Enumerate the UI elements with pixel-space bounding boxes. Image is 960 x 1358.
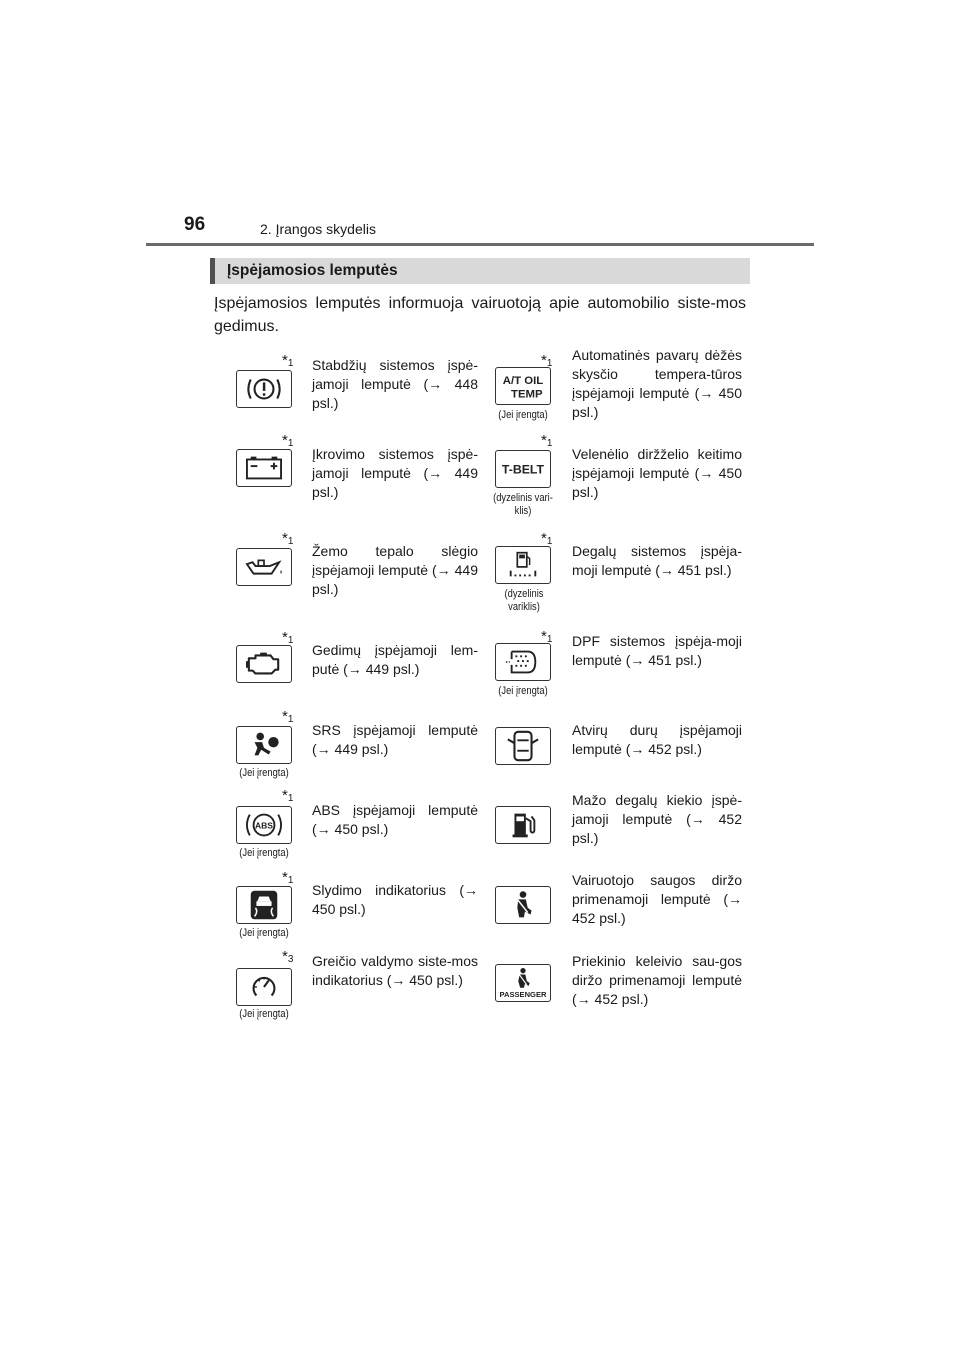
warning-description: Degalų sistemos įspėja-moji lemputė (→ 451 psl.) — [572, 543, 742, 578]
open-door-icon — [496, 728, 550, 764]
svg-text:ABS: ABS — [255, 820, 273, 831]
footnote-marker: $*_1$ — [282, 869, 294, 886]
warning-description: Žemo tepalo slėgio įspėjamoji lemputė (→ 449 psl.) — [312, 543, 478, 597]
icon-label: PASSENGER — [499, 990, 547, 1000]
warning-description: SRS įspėjamoji lemputė (→ 449 psl.) — [312, 722, 478, 757]
icon-box — [495, 806, 551, 844]
warning-description: Atvirų durų įspėjamoji lemputė (→ 452 psl.) — [572, 722, 742, 757]
brake-warning-icon — [237, 371, 291, 407]
icon-box — [495, 643, 551, 681]
header-rule — [146, 243, 814, 246]
srs-airbag-icon — [237, 727, 291, 763]
icon-box — [495, 886, 551, 924]
icon-box — [236, 645, 292, 683]
footnote-marker: $*_1$ — [541, 530, 553, 547]
availability-note: (Jei įrengta) — [239, 927, 289, 939]
battery-charging-icon — [237, 450, 291, 486]
icon-box — [495, 727, 551, 765]
icon-box — [495, 546, 551, 584]
abs-icon — [237, 807, 291, 843]
footnote-marker: $*_1$ — [282, 352, 294, 369]
icon-label: T-BELT — [501, 462, 545, 477]
icon-box — [236, 806, 292, 844]
warning-description: Automatinės pavarų dėžės skysčio tempera-tūros įspėjamoji lemputė (→ 450 psl.) — [572, 347, 742, 420]
dpf-icon — [496, 644, 550, 680]
section-heading-bar — [210, 258, 750, 284]
icon-box — [495, 964, 551, 1002]
availability-note: (dyzelinis variklis) — [504, 588, 544, 613]
oil-pressure-icon — [237, 549, 291, 585]
footnote-marker: $*_1$ — [541, 628, 553, 645]
icon-box — [236, 968, 292, 1006]
fuel-system-icon — [496, 547, 550, 583]
warning-description: ABS įspėjamoji lemputė (→ 450 psl.) — [312, 802, 478, 837]
footnote-marker: $*_3$ — [282, 948, 294, 965]
slip-indicator-icon — [237, 887, 291, 923]
icon-box — [495, 450, 551, 488]
warning-description: Priekinio keleivio sau-gos diržo primenamoji lemputė (→ 452 psl.) — [572, 953, 742, 1007]
availability-note: (Jei įrengta) — [239, 847, 289, 859]
footnote-marker: $*_1$ — [282, 708, 294, 725]
icon-label: A/T OIL — [502, 375, 544, 388]
passenger-seatbelt-icon — [496, 965, 550, 1001]
driver-seatbelt-icon — [496, 887, 550, 923]
page-number: 96 — [184, 214, 206, 235]
icon-box — [236, 886, 292, 924]
low-fuel-icon — [496, 807, 550, 843]
warning-description: Mažo degalų kiekio įspė-jamoji lemputė (→ 452 psl.) — [572, 792, 742, 846]
icon-label: TEMP — [511, 388, 543, 401]
warning-description: Gedimų įspėjamoji lem-putė (→ 449 psl.) — [312, 642, 478, 677]
availability-note: (Jei įrengta) — [498, 685, 548, 697]
footnote-marker: $*_1$ — [282, 530, 294, 547]
footnote-marker: $*_1$ — [541, 432, 553, 449]
warning-description: Slydimo indikatorius (→ 450 psl.) — [312, 882, 478, 917]
icon-box — [495, 367, 551, 405]
icon-box — [236, 726, 292, 764]
warning-description: Įkrovimo sistemos įspė-jamoji lemputė (→ 449 psl.) — [312, 446, 478, 500]
chapter-title: 2. Įrangos skydelis — [260, 221, 376, 237]
intro-paragraph: Įspėjamosios lemputės informuoja vairuotoją apie automobilio siste-mos gedimus. — [214, 295, 746, 335]
footnote-marker: $*_1$ — [282, 787, 294, 804]
at-oil-temp-icon — [496, 368, 550, 404]
warning-description: Greičio valdymo siste-mos indikatorius (→ 450 psl.) — [312, 953, 478, 988]
check-engine-icon — [237, 646, 291, 682]
t-belt-icon — [496, 451, 550, 487]
footnote-marker: $*_1$ — [282, 432, 294, 449]
footnote-marker: $*_1$ — [541, 352, 553, 369]
icon-box — [236, 548, 292, 586]
cruise-control-icon — [237, 969, 291, 1005]
availability-note: (Jei įrengta) — [239, 767, 289, 779]
warning-description: Velenėlio diržželio keitimo įspėjamoji lemputė (→ 450 psl.) — [572, 446, 742, 500]
footnote-marker: $*_1$ — [282, 629, 294, 646]
availability-note: (Jei įrengta) — [498, 409, 548, 421]
warning-description: DPF sistemos įspėja-moji lemputė (→ 451 psl.) — [572, 633, 742, 668]
icon-box — [236, 370, 292, 408]
icon-box — [236, 449, 292, 487]
availability-note: (Jei įrengta) — [239, 1008, 289, 1020]
availability-note: (dyzelinis vari-klis) — [493, 492, 553, 517]
section-title: Įspėjamosios lemputės — [227, 262, 398, 279]
warning-description: Vairuotojo saugos diržo primenamoji lemputė (→ 452 psl.) — [572, 872, 742, 926]
warning-description: Stabdžių sistemos įspė-jamoji lemputė (→ 448 psl.) — [312, 357, 478, 411]
